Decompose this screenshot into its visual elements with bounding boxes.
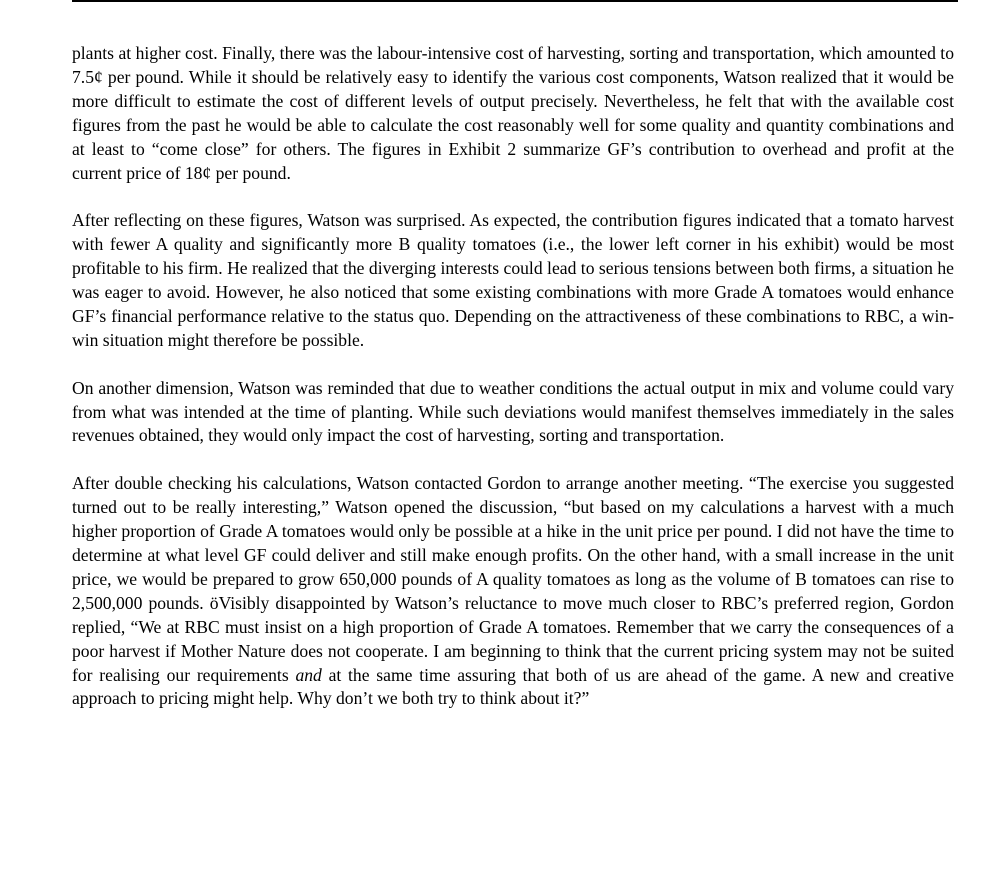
paragraph-meeting-with-gordon: [72, 472, 954, 711]
paragraph-cost-components: plants at higher cost. Finally, there was the labour-intensive cost of harvesting, sorting and transportation, which amounted to 7.5¢ per pound. While it should be relatively easy to identify the various cost components, Watson realized that it would be more difficult to estimate the cost of different levels of output precisely. Nevertheless, he felt that with the available cost figures from the past he would be able to calculate the cost reasonably well for some quality and quantity combinations and at least to “come close” for others. The figures in Exhibit 2 summarize GF’s contribution to overhead and profit at the current price of 18¢ per pound.: [72, 43, 954, 183]
paragraph-text-before-italic: After double checking his calculations, Watson contacted Gordon to arrange another meeting. “The exercise you suggested turned out to be really interesting,” Watson opened the discussion, “but based on my calculations a harvest with a much higher proportion of Grade A tomatoes would only be possible at a hike in the unit price per pound. I did not have the time to determine at what level GF could deliver and still make enough profits. On the other hand, with a small increase in the unit price, we would be prepared to grow 650,000 pounds of A quality tomatoes as long as the volume of B tomatoes can rise to 2,500,000 pounds. öVisibly disappointed by Watson’s reluctance to move much closer to RBC’s preferred region, Gordon replied, “We at RBC must insist on a high proportion of Grade A tomatoes. Remember that we carry the consequences of a poor harvest if Mother Nature does not cooperate. I am beginning to think that the current pricing system may not be suited for realising our requirements: [72, 473, 954, 685]
top-horizontal-rule: [72, 0, 958, 2]
italic-emphasis: and: [295, 664, 322, 685]
paragraph-reflecting-on-figures: After reflecting on these figures, Watson was surprised. As expected, the contribution figures indicated that a tomato harvest with fewer A quality and significantly more B quality tomatoes (i.e., the lower left corner in his exhibit) would be most profitable to his firm. He realized that the diverging interests could lead to serious tensions between both firms, a situation he was eager to avoid. However, he also noticed that some existing combinations with more Grade A tomatoes would enhance GF’s financial performance relative to the status quo. Depending on the attractiveness of these combinations to RBC, a win-win situation might therefore be possible.: [72, 210, 954, 350]
document-body: [72, 42, 954, 711]
paragraph-weather-conditions: On another dimension, Watson was reminded that due to weather conditions the actual output in mix and volume could vary from what was intended at the time of planting. While such deviations would manifest themselves immediately in the sales revenues obtained, they would only impact the cost of harvesting, sorting and transportation.: [72, 377, 954, 446]
paragraph-text-after-italic: at the same time assuring that both of us are ahead of the game. A new and creative approach to pricing might help. Why don’t we both try to think about it?”: [72, 664, 954, 709]
